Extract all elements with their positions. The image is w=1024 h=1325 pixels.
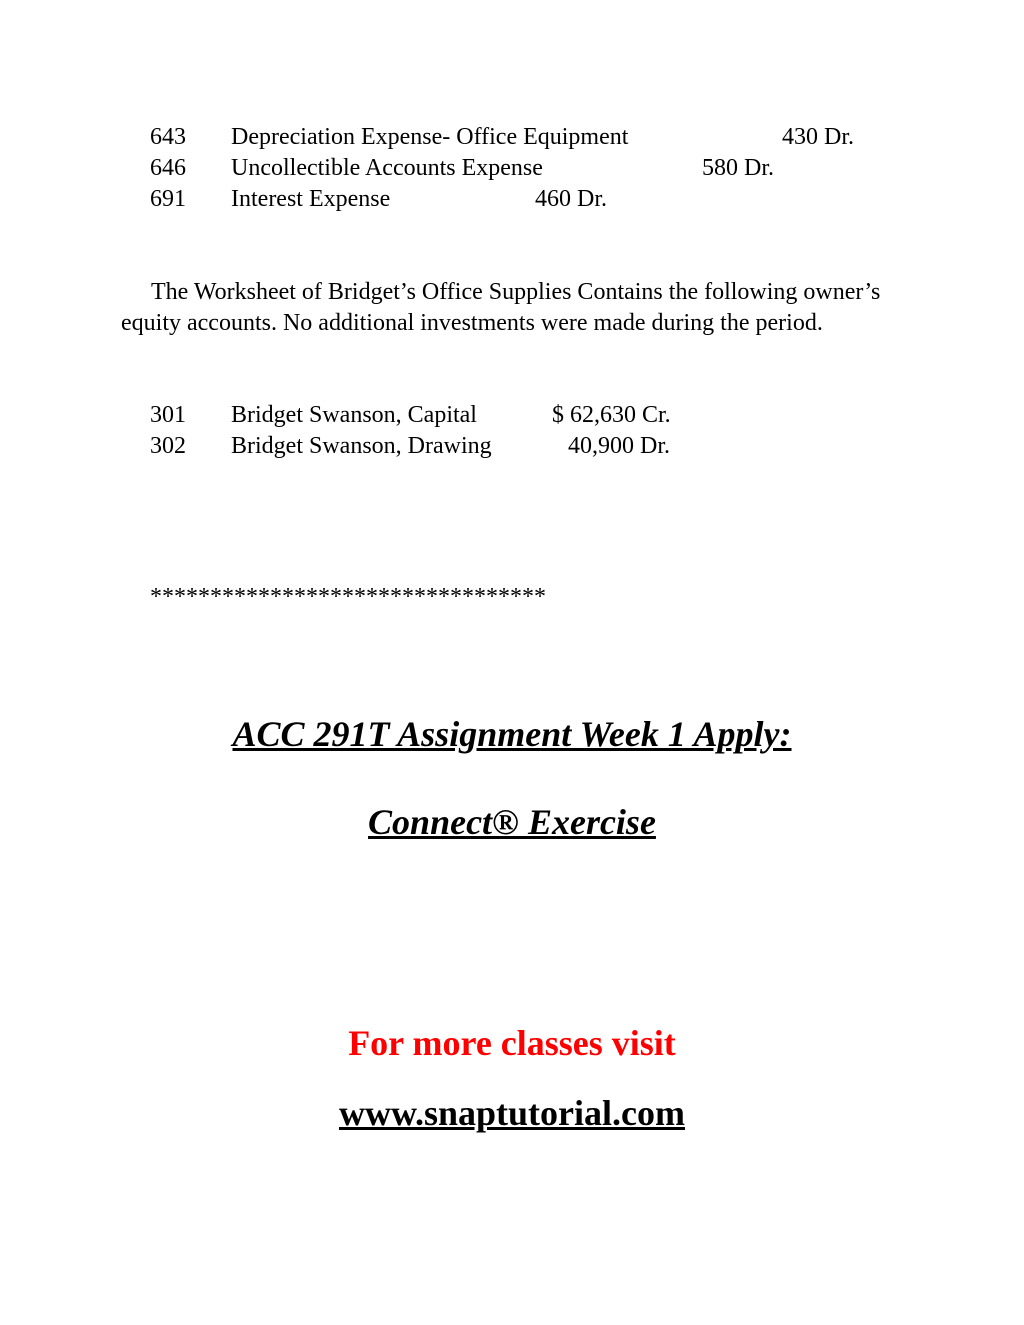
- account-number: 643: [150, 124, 186, 150]
- account-amount: 40,900 Dr.: [568, 433, 670, 459]
- account-amount: 430 Dr.: [782, 124, 854, 150]
- promo-text: For more classes visit: [348, 1023, 676, 1063]
- worksheet-paragraph: The Worksheet of Bridget’s Office Supplies Contains the following owner’s equity accounts. No additional investments were made during the period.: [121, 279, 881, 336]
- exercise-heading: Connect® Exercise: [368, 802, 656, 842]
- assignment-heading: ACC 291T Assignment Week 1 Apply:: [232, 714, 792, 754]
- account-name: Bridget Swanson, Drawing: [231, 433, 492, 459]
- account-number: 646: [150, 155, 186, 181]
- account-amount: $ 62,630 Cr.: [552, 402, 671, 428]
- website-link[interactable]: www.snaptutorial.com: [338, 1093, 685, 1133]
- account-amount: 580 Dr.: [702, 155, 774, 181]
- account-name: Bridget Swanson, Capital: [231, 402, 477, 428]
- account-name: Uncollectible Accounts Expense: [231, 155, 543, 181]
- asterisk-separator: *********************************: [150, 584, 546, 610]
- promo-link-wrapper: [0, 1091, 1024, 1135]
- account-amount: 460 Dr.: [535, 186, 607, 212]
- account-number: 302: [150, 433, 186, 459]
- account-name: Depreciation Expense- Office Equipment: [231, 124, 629, 150]
- account-name: Interest Expense: [231, 186, 391, 212]
- account-number: 301: [150, 402, 186, 428]
- account-number: 691: [150, 186, 186, 212]
